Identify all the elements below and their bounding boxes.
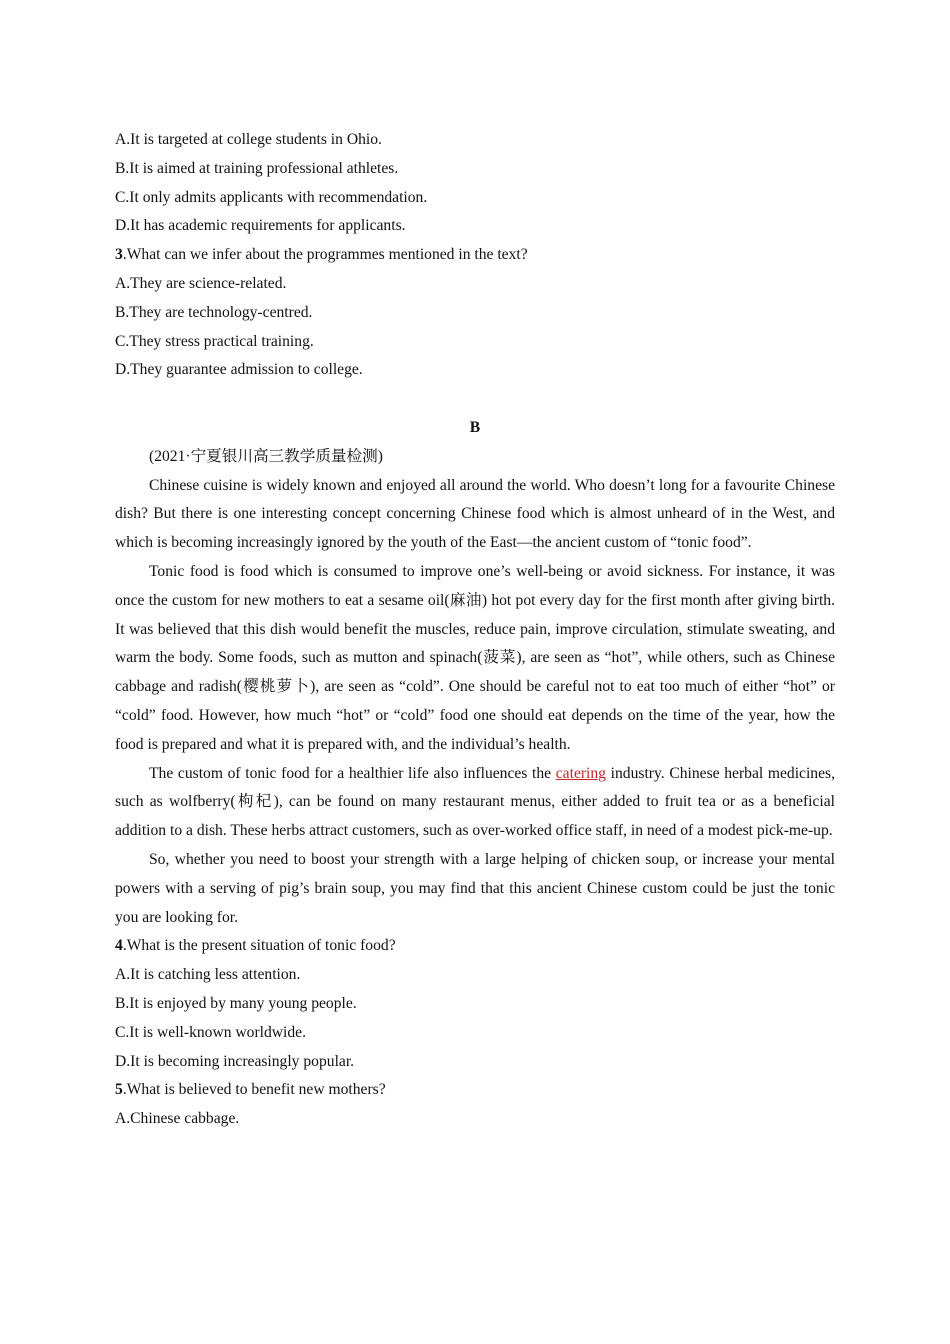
q5-text: .What is believed to benefit new mothers? (122, 1081, 386, 1099)
q4-stem (115, 932, 835, 961)
q2-option-c: C.It only admits applicants with recommendation. (115, 188, 428, 206)
q5-stem (115, 1076, 835, 1105)
q4-number: 4 (115, 937, 123, 955)
q2-option-b: B.It is aimed at training professional athletes. (115, 159, 399, 177)
q4-option-a: A.It is catching less attention. (115, 966, 301, 984)
paragraph-3-before: The custom of tonic food for a healthier life also influences the (149, 764, 556, 782)
q3-text: .What can we infer about the programmes mentioned in the text? (122, 246, 528, 264)
highlighted-keyword-catering: catering (555, 764, 606, 782)
q4-option-b: B.It is enjoyed by many young people. (115, 994, 357, 1012)
document-page (115, 126, 835, 1134)
section-b-source: (2021·宁夏银川高三教学质量检测) (149, 447, 383, 465)
q4-text: .What is the present situation of tonic food? (122, 937, 396, 955)
q3-stem (115, 241, 835, 270)
q3-option-c: C.They stress practical training. (115, 332, 314, 350)
q2-option-d: D.It has academic requirements for applicants. (115, 217, 406, 235)
passage-paragraph-1: Chinese cuisine is widely known and enjoyed all around the world. Who doesn’t long for a favourite Chinese dish? But there is one interesting concept concerning Chinese food which is almost unheard of in the West, and which is becoming increasingly ignored by the youth of the East—the ancient custom of “tonic food”. (115, 476, 835, 552)
q3-option-d: D.They guarantee admission to college. (115, 361, 363, 379)
q3-option-b: B.They are technology-centred. (115, 303, 313, 321)
q4-option-d: D.It is becoming increasingly popular. (115, 1052, 355, 1070)
q2-option-a: A.It is targeted at college students in Ohio. (115, 131, 382, 148)
question-3 (115, 241, 835, 385)
passage-paragraph-4: So, whether you need to boost your strength with a large helping of chicken soup, or increase your mental powers with a serving of pig’s brain soup, you may find that this ancient Chinese custom could be just the tonic you are looking for. (115, 850, 835, 926)
q5-option-a: A.Chinese cabbage. (115, 1110, 240, 1128)
question-5 (115, 1076, 835, 1134)
question-2-options (115, 126, 835, 241)
q5-number: 5 (115, 1081, 123, 1099)
section-b-title: B (469, 418, 481, 436)
passage-paragraph-3 (115, 760, 835, 846)
q3-option-a: A.They are science-related. (115, 274, 287, 292)
question-4 (115, 932, 835, 1076)
q4-option-c: C.It is well-known worldwide. (115, 1023, 307, 1041)
paragraph-3-after: industry. Chinese herbal medicines, such as wolfberry(枸杞), can be found on many restaurant menus, either added to fruit tea or as a beneficial addition to a dish. These herbs attract customers, such as over-worked office staff, in need of a modest pick-me-up. (115, 764, 835, 840)
q3-number: 3 (115, 246, 123, 264)
passage-paragraph-2: Tonic food is food which is consumed to improve one’s well-being or avoid sickness. For instance, it was once the custom for new mothers to eat a sesame oil(麻油) hot pot every day for the first month after giving birth. It was believed that this dish would benefit the muscles, reduce pain, improve circulation, stimulate sweating, and warm the body. Some foods, such as mutton and spinach(菠菜), are seen as “hot”, while others, such as Chinese cabbage and radish(樱桃萝卜), are seen as “cold”. One should be careful not to eat too much of either “hot” or “cold” food. However, how much “hot” or “cold” food one should eat depends on the time of the year, how the food is prepared and what it is prepared with, and the individual’s health. (115, 562, 835, 753)
